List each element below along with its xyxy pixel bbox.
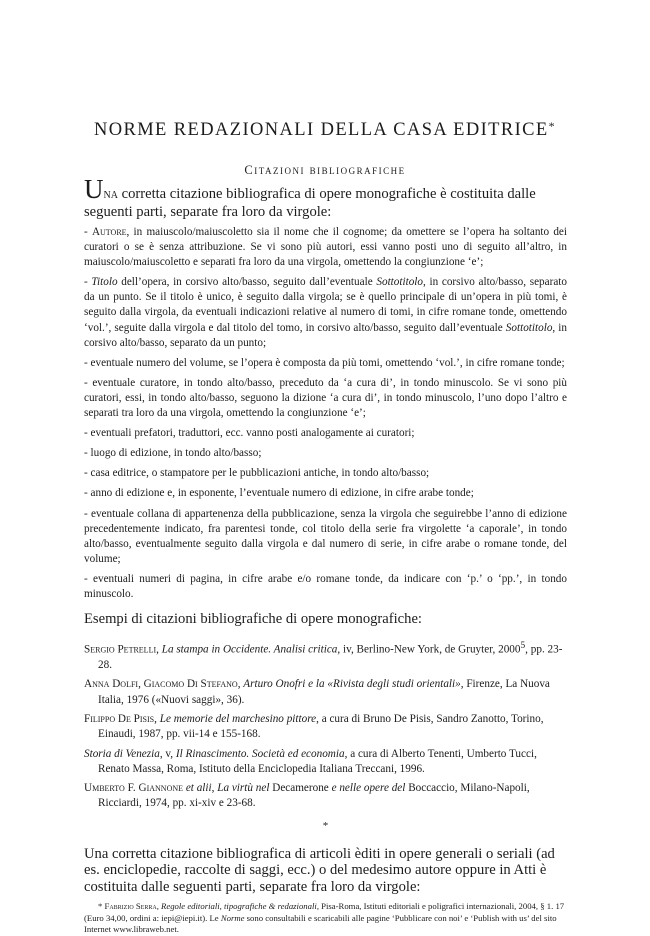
section-title: Citazioni bibliografiche (244, 163, 406, 177)
ref-author: Anna Dolfi, Giacomo Di Stefano (84, 678, 238, 691)
ref-author: Sergio Petrelli (84, 643, 157, 656)
item-italic: Sottotitolo (505, 321, 553, 334)
item-text: , in maiuscolo/maiuscoletto sia il nome che il cognome; da omettere se l’opera ha soltanto dei curatori o se è senza attribuzione. Se vi sono più autori, essi vanno posti uno di seguito all’altro, in maiuscolo/maiuscoletto e separati fra loro da una virgola, omettendo la congiunzione ‘e’; (84, 226, 567, 269)
intro-text: corretta citazione bibliografica di opere monografiche è costituita dalle seguenti parti, separate fra loro da virgole: (84, 186, 536, 220)
ref-text: , a cura di Bruno De Pisis, Sandro Zanotto, Torino, Einaudi, 1987, pp. vii-14 e 155-168. (98, 712, 544, 741)
list-item-prefators: - eventuali prefatori, traduttori, ecc. vanno posti analogamente ai curatori; (84, 427, 415, 440)
examples-heading: Esempi di citazioni bibliografiche di opere monografiche: (84, 611, 422, 628)
ref-title: Arturo Onofri e la «Rivista degli studi orientali» (243, 678, 461, 691)
ref-subtitle: Il Rinascimento. Società ed economia (175, 747, 345, 760)
ref-text: , iv, Berlino-New York, de Gruyter, 2000 (337, 643, 521, 656)
ref-text: , pp. 23-28. (98, 643, 563, 672)
list-item-volume: - eventuale numero del volume, se l’opera è composta da più tomi, omettendo ‘vol.’, in cifre romane tonde; (84, 356, 565, 369)
item-text: , in corsivo alto/basso, separato da un punto; (84, 321, 567, 349)
list-item-place: - luogo di edizione, in tondo alto/basso; (84, 447, 262, 460)
footnote-title: Regole editoriali, tipografiche & redazionali (161, 901, 317, 912)
ref-sep: , (211, 782, 218, 795)
ref-sep: , (154, 712, 160, 725)
ref-title: La stampa in Occidente. Analisi critica (161, 643, 338, 656)
reference-item (84, 639, 567, 673)
ref-text: Boccaccio (405, 782, 455, 795)
footnote (84, 901, 567, 936)
list-item-series: - eventuale collana di appartenenza della pubblicazione, senza la virgola che seguirebbe l’anno di edizione precedentemente indicato, fra parentesi tonde, col titolo della serie fra virgolette ‘a caporale’, in tondo alto/basso, eventualmente seguito dalla virgola e dal numero di serie, in cifre arabe o romane tonde, del volume; (84, 507, 567, 565)
item-text: , in corsivo alto/basso, separato da un punto. Se il titolo è unico, è seguito dalla virgola; se è quello principale di un’opera in più tomi, è seguito dalla virgola, da eventuali indicazioni relative al numero di tomi, in cifre romane tonde, omettendo ‘vol.’, seguite dalla virgola e dal titolo del tomo, in corsivo alto/basso, seguito dall’eventuale (84, 276, 568, 334)
ref-et-alii: et alii (183, 782, 212, 795)
footnote-text: , Pisa-Roma, Istituti editoriali e poligrafici internazionali, 2004, § 1. 17 (Euro 34,00, ordini a: iepi@iepi.it). Le (84, 901, 565, 923)
ref-text: , v, (159, 747, 176, 760)
footnote-author: Fabrizio Serra (104, 901, 157, 912)
ref-text: , Firenze, La Nuova Italia, 1976 («Nuovi saggi», 36). (98, 678, 550, 706)
ref-title: Storia di Venezia (84, 747, 160, 760)
ref-edition: 5 (520, 641, 526, 652)
item-dash: - (84, 276, 92, 289)
list-item-editor: - eventuale curatore, in tondo alto/basso, preceduto da ‘a cura di’, in tondo minuscolo. Se vi sono più curatori, essi, in tondo alto/basso, seguono la dizione ‘a cura di’, in tondo minuscolo, l’uno dopo l’altro e separati tra loro da una virgola, omettendo la congiunzione ‘e’; (84, 376, 567, 420)
ref-title: Le memorie del marchesino pittore (159, 712, 317, 725)
reference-item (84, 677, 567, 708)
footnote-sep: , (156, 901, 162, 912)
item-italic: Titolo (91, 276, 118, 289)
ref-sep: , (156, 643, 162, 656)
reference-item (84, 712, 567, 743)
ref-title: La virtù nel (217, 782, 270, 795)
reference-item (84, 781, 567, 812)
item-italic: Sottotitolo (376, 276, 423, 289)
ref-author: Filippo De Pisis (84, 712, 155, 725)
drop-cap: U (84, 174, 104, 204)
ref-title: e nelle opere del (331, 782, 406, 795)
reference-item (84, 747, 567, 778)
item-text: dell’opera, in corsivo alto/basso, seguito dall’eventuale (117, 276, 377, 289)
main-body (84, 174, 568, 936)
title-text: NORME REDAZIONALI DELLA CASA EDITRICE (93, 120, 549, 140)
footnote-italic: Norme (220, 912, 245, 923)
articles-intro: Una corretta citazione bibliografica di articoli èditi in opere generali o seriali (ad es. enciclopedie, raccolte di saggi, ecc.) o del medesimo autore oppure in Atti è costituita dalle seguenti parti, separate fra loro da virgole: (84, 845, 555, 895)
list-item-publisher: - casa editrice, o stampatore per le pubblicazioni antiche, in tondo alto/basso; (84, 467, 430, 480)
ref-sep: , (237, 678, 244, 691)
footnote-mark: * (548, 119, 557, 133)
item-dash: - (84, 226, 92, 238)
footnote-mark: * (98, 901, 105, 912)
section-separator: * (322, 819, 329, 832)
ref-text: , a cura di Alberto Tenenti, Umberto Tucci, Renato Massa, Roma, Istituto della Enciclopedia Italiana Treccani, 1996. (98, 747, 537, 775)
item-smallcaps: Autore (91, 226, 127, 238)
list-item-pages: - eventuali numeri di pagina, in cifre arabe e/o romane tonde, da indicare con ‘p.’ o ‘pp.’, in tondo minuscolo. (84, 572, 567, 600)
ref-text: , Milano-Napoli, Ricciardi, 1974, pp. xi-xiv e 23-68. (98, 782, 530, 810)
footnote-text: sono consultabili e scaricabili alle pagine ‘Pubblicare con noi’ e ‘Publish with us’ del sito Internet www.libraweb.net. (84, 912, 557, 935)
list-item-title (84, 275, 567, 350)
list-item-author (84, 225, 567, 270)
ref-text: Decamerone (269, 782, 332, 795)
intro-paragraph (84, 174, 567, 221)
list-item-year: - anno di edizione e, in esponente, l’eventuale numero di edizione, in cifre arabe tonde; (84, 487, 474, 500)
intro-smallcaps: na (103, 186, 118, 202)
page-title (0, 120, 650, 141)
ref-author: Umberto F. Giannone (84, 782, 184, 795)
